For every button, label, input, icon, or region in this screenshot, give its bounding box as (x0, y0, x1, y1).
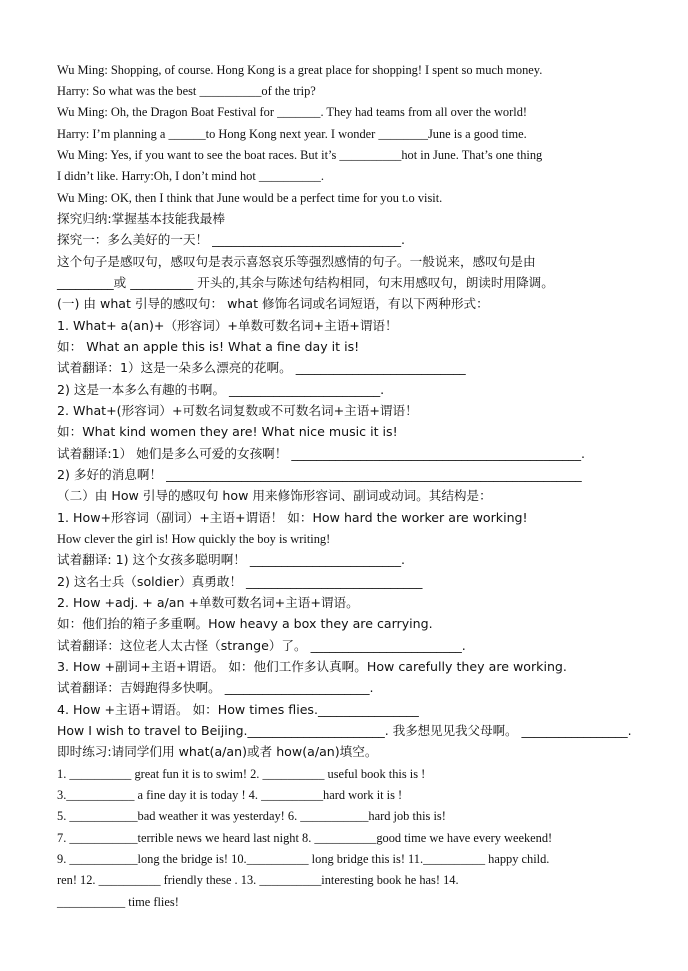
practice-line-4: 7. ___________terrible news we heard last night 8. __________good time we have every weekend! (57, 831, 553, 845)
how-section-title: （二）由 How 引导的感叹句 how 用来修饰形容词、副词或动词。其结构是： (57, 488, 492, 503)
practice-line-7: ___________ time flies! (57, 895, 179, 909)
how-example-1: How clever the girl is! How quickly the boy is writing! (57, 532, 331, 546)
translate-line-2: 2) 这是一本多么有趣的书啊。 ________________________. (57, 382, 385, 397)
practice-line-6: ren! 12. __________ friendly these . 13. __________interesting book he has! 14. (57, 873, 459, 887)
practice-line-3: 5. ___________bad weather it was yesterday! 6. ___________hard job this is! (57, 809, 446, 823)
dialogue-line-1: Wu Ming: Shopping, of course. Hong Kong is a great place for shopping! I spent so much money. (57, 63, 543, 77)
practice-line-2: 3.___________ a fine day it is today ! 4. __________hard work it is ! (57, 788, 403, 802)
translate-line-7: 试着翻译：这位老人太古怪（strange）了。 ________________________. (57, 638, 466, 653)
translate-line-5: 试着翻译: 1) 这个女孩多聪明啊！ ________________________. (57, 552, 406, 567)
how-rule-2: 2. How +adj. + a/an +单数可数名词+主语+谓语。 (57, 595, 359, 610)
practice-heading: 即时练习:请同学们用 what(a/an)或者 how(a/an)填空。 (57, 744, 378, 759)
translate-line-6: 2) 这名士兵（soldier）真勇敢！ ____________________________ (57, 574, 423, 589)
translate-line-1: 试着翻译：1）这是一朵多么漂亮的花啊。 ___________________________ (57, 360, 466, 375)
how-example-2: 如：他们抬的箱子多重啊。How heavy a box they are carrying. (57, 616, 433, 631)
practice-line-1: 1. __________ great fun it is to swim! 2. __________ useful book this is ! (57, 767, 426, 781)
dialogue-line-3: Wu Ming: Oh, the Dragon Boat Festival for _______. They had teams from all over the world! (57, 105, 528, 119)
dialogue-line-4: Harry: I’m planning a ______to Hong Kong next year. I wonder ________June is a good time. (57, 127, 527, 141)
dialogue-line-6: I didn’t like. Harry:Oh, I don’t mind hot __________. (57, 169, 324, 183)
how-example-4: How I wish to travel to Beijing.______________________. 我多想见见我父母啊。 _________________. (57, 723, 632, 738)
what-section-title: (一) 由 what 引导的感叹句： what 修饰名词或名词短语，有以下两种形式： (57, 296, 489, 311)
how-rule-3: 3. How +副词+主语+谓语。 如：他们工作多认真啊。How carefully they are working. (57, 659, 567, 674)
what-example-1: 如： What an apple this is! What a fine day it is! (57, 339, 360, 354)
explanation-line-2: _________或 __________ 开头的,其余与陈述句结构相同，句末用感叹句，朗读时用降调。 (57, 275, 554, 290)
practice-line-5: 9. ___________long the bridge is! 10.__________ long bridge this is! 11.__________ happy child. (57, 852, 550, 866)
what-example-2: 如：What kind women they are! What nice music it is! (57, 424, 398, 439)
dialogue-line-2: Harry: So what was the best __________of the trip? (57, 84, 316, 98)
what-rule-1: 1. What+ a(an)+（形容词）+单数可数名词+主语+谓语！ (57, 318, 398, 333)
how-rule-4: 4. How +主语+谓语。 如：How times flies.________________ (57, 702, 419, 717)
dialogue-line-5: Wu Ming: Yes, if you want to see the boat races. But it’s __________hot in June. That’s one thing (57, 148, 543, 162)
explore-one-line: 探究一：多么美好的一天！ ______________________________. (57, 232, 406, 247)
translate-line-4: 2) 多好的消息啊！ __________________________________________________________________ (57, 467, 582, 482)
explanation-line-1: 这个句子是感叹句，感叹句是表示喜怒哀乐等强烈感情的句子。一般说来，感叹句是由 (57, 254, 536, 269)
section-heading: 探究归纳:掌握基本技能我最棒 (57, 211, 225, 226)
what-rule-2: 2. What+(形容词）+可数名词复数或不可数名词+主语+谓语！ (57, 403, 418, 418)
dialogue-line-7: Wu Ming: OK, then I think that June would be a perfect time for you t.o visit. (57, 191, 443, 205)
translate-line-3: 试着翻译:1） 她们是多么可爱的女孩啊！ ______________________________________________. (57, 446, 586, 461)
translate-line-8: 试着翻译：吉姆跑得多快啊。 _______________________. (57, 680, 374, 695)
how-rule-1: 1. How+形容词（副词）+主语+谓语！ 如：How hard the worker are working! (57, 510, 528, 525)
